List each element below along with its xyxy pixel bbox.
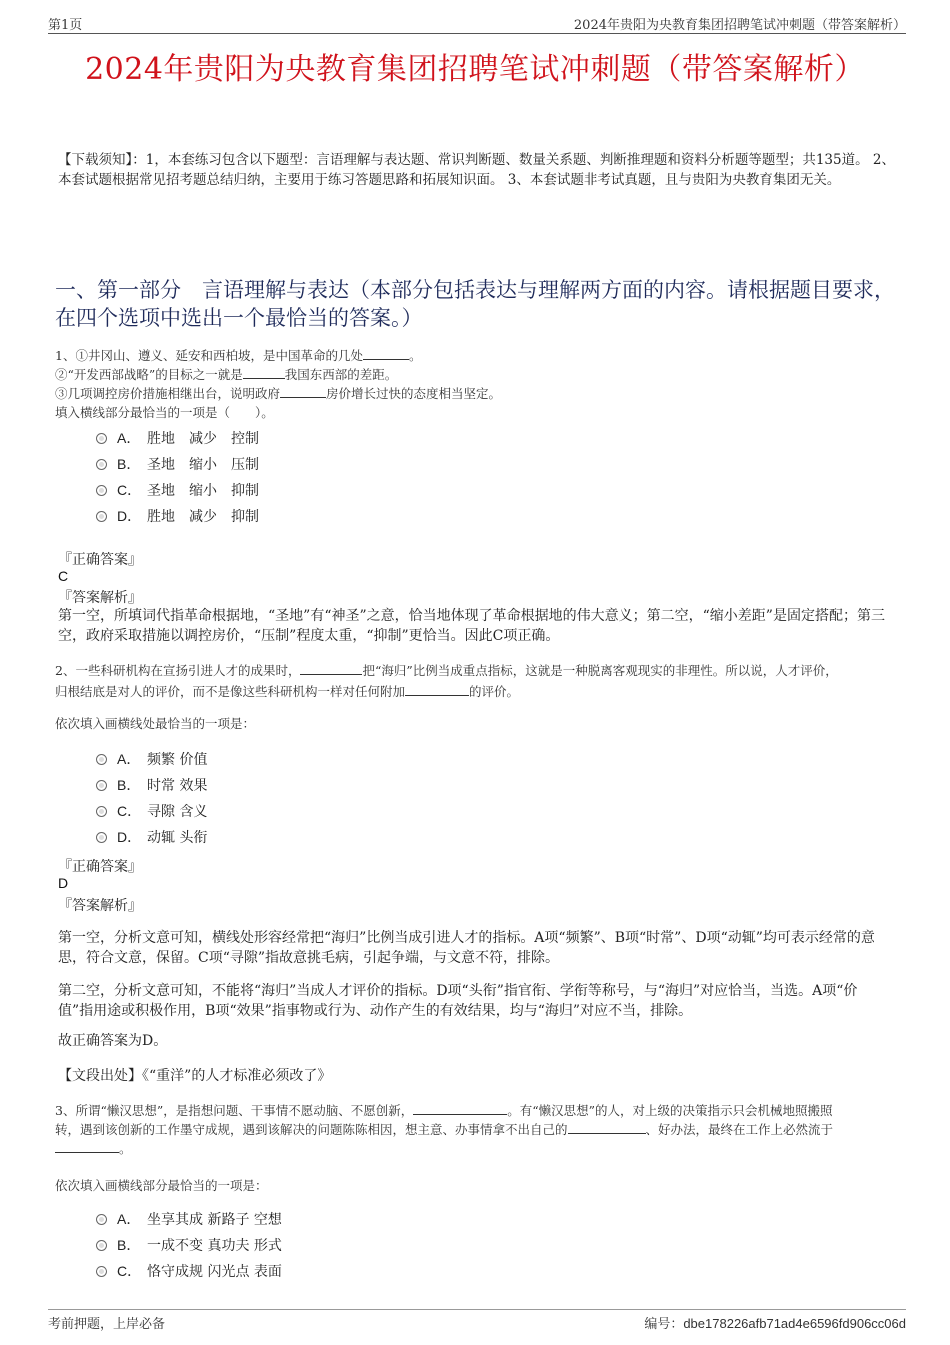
option-text: 胜地 减少 抑制 — [147, 509, 259, 525]
option-letter: C． — [117, 1263, 142, 1279]
q3-line1-end: 。有“懒汉思想”的人，对上级的决策指示只会机械地照搬照 — [507, 1103, 833, 1118]
header-doc-title: 2024年贵阳为央教育集团招聘笔试冲刺题（带答案解析） — [573, 18, 906, 33]
q3-option-a[interactable] — [96, 1208, 282, 1230]
notice-text: ：1，本套练习包含以下题型：言语理解与表达题、常识判断题、数量关系题、判断推理题和资料分析题等题型；共135道。 2、本套试题根据常见招考题总结归纳，主要用于练习答题思路和拓展知识面。 3、本套试题非考试真题，且与贵阳为央教育集团无关。 — [58, 152, 895, 188]
q2-blank-1 — [300, 674, 362, 675]
q1-blank-2 — [243, 378, 285, 379]
q3-line2-end: 、好办法，最终在工作上必然流于 — [645, 1122, 834, 1137]
q1-line1-end: 。 — [408, 348, 422, 363]
download-notice — [58, 150, 900, 190]
footer-divider — [48, 1309, 906, 1310]
q2-answer-label: 『正确答案』 — [58, 859, 142, 875]
option-letter: A． — [117, 1211, 141, 1227]
q1-answer-label: 『正确答案』 — [58, 552, 142, 568]
option-letter: C． — [117, 482, 142, 498]
q1-line2: ②“开发西部战略”的目标之一就是 — [55, 367, 243, 382]
option-letter: D． — [117, 508, 142, 524]
q1-line3: ③几项调控房价措施相继出台，说明政府 — [55, 386, 281, 401]
option-text: 圣地 缩小 压制 — [147, 457, 259, 473]
q2-line2-end: 的评价。 — [469, 684, 520, 699]
q1-line1: 1、①井冈山、遵义、延安和西柏坡，是中国革命的几处 — [55, 348, 363, 363]
option-letter: B． — [117, 777, 141, 793]
footer-code-value: dbe178226afb71ad4e6596fd906cc06d — [683, 1316, 906, 1331]
option-text: 动辄 头衔 — [147, 830, 208, 846]
footer-code-label: 编号： — [644, 1317, 684, 1332]
page-number: 第1页 — [48, 18, 83, 33]
question-3-stem — [55, 1101, 905, 1158]
radio-icon[interactable] — [96, 754, 107, 765]
q1-option-b[interactable] — [96, 453, 259, 475]
q2-blank-2 — [405, 695, 469, 696]
q2-answer: D — [58, 875, 69, 891]
radio-icon[interactable] — [96, 511, 107, 522]
q2-option-d[interactable] — [96, 826, 207, 848]
q1-analysis: 第一空，所填词代指革命根据地，“圣地”有“神圣”之意，恰当地体现了革命根据地的伟大意义；第二空，“缩小差距”是固定搭配；第三空，政府采取措施以调控房价，“压制”程度太重，“抑制”更恰当。因此C项正确。 — [58, 608, 885, 644]
q2-line2: 归根结底是对人的评价，而不是像这些科研机构一样对任何附加 — [55, 684, 406, 699]
q2-analysis-label: 『答案解析』 — [58, 898, 142, 914]
q2-analysis-p2: 第二空，分析文意可知，不能将“海归”当成人才评价的指标。D项“头衔”指官衔、学衔等称号，与“海归”对应恰当，当选。A项“价值”指用途或积极作用，B项“效果”指事物或行为、动作产生的有效结果，均与“海归”对应不当，排除。 — [58, 983, 858, 1019]
radio-icon[interactable] — [96, 1266, 107, 1277]
radio-icon[interactable] — [96, 433, 107, 444]
radio-icon[interactable] — [96, 780, 107, 791]
option-letter: A． — [117, 751, 141, 767]
q3-blank-3 — [55, 1152, 119, 1153]
option-letter: B． — [117, 1237, 141, 1253]
option-letter: B． — [117, 456, 141, 472]
radio-icon[interactable] — [96, 1214, 107, 1225]
q2-option-b[interactable] — [96, 774, 207, 796]
q2-options — [96, 748, 207, 848]
q3-blank-1 — [413, 1114, 507, 1115]
q2-line1-end: 把“海归”比例当成重点指标，这就是一种脱离客观现实的非理性。所以说，人才评价， — [362, 663, 838, 678]
q2-prompt: 依次填入画横线处最恰当的一项是： — [55, 716, 256, 731]
q3-blank-2 — [568, 1133, 646, 1134]
q1-line3-end: 房价增长过快的态度相当坚定。 — [326, 386, 502, 401]
q1-analysis-label: 『答案解析』 — [58, 590, 142, 606]
q3-option-b[interactable] — [96, 1234, 282, 1256]
q1-blank-3 — [280, 397, 326, 398]
option-letter: C． — [117, 803, 142, 819]
option-text: 胜地 减少 控制 — [147, 431, 259, 447]
q3-option-c[interactable] — [96, 1260, 282, 1282]
q1-blank-1 — [363, 359, 409, 360]
question-2-stem — [55, 661, 905, 701]
q1-options — [96, 427, 259, 527]
radio-icon[interactable] — [96, 485, 107, 496]
q2-conclusion: 故正确答案为D。 — [58, 1033, 168, 1049]
q2-source: 【文段出处】《“重洋”的人才标准必须改了》 — [58, 1068, 332, 1084]
question-1-stem — [55, 346, 905, 422]
q3-prompt: 依次填入画横线部分最恰当的一项是： — [55, 1178, 268, 1193]
q2-option-a[interactable] — [96, 748, 207, 770]
page-title: 2024年贵阳为央教育集团招聘笔试冲刺题（带答案解析） — [85, 52, 865, 87]
option-letter: A． — [117, 430, 141, 446]
notice-head: 【下载须知】 — [58, 152, 133, 168]
option-text: 时常 效果 — [147, 778, 208, 794]
q2-option-c[interactable] — [96, 800, 207, 822]
q1-option-d[interactable] — [96, 505, 259, 527]
q3-line3-end: 。 — [119, 1141, 132, 1156]
option-text: 频繁 价值 — [147, 752, 208, 768]
option-text: 坐享其成 新路子 空想 — [147, 1212, 282, 1228]
radio-icon[interactable] — [96, 1240, 107, 1251]
q1-line2-end: 我国东西部的差距。 — [284, 367, 398, 382]
q1-answer: C — [58, 568, 69, 584]
header-divider — [48, 33, 906, 34]
q1-option-a[interactable] — [96, 427, 259, 449]
q3-line2: 转，遇到该创新的工作墨守成规，遇到该解决的问题陈陈相因，想主意、办事情拿不出自己的 — [55, 1122, 568, 1137]
radio-icon[interactable] — [96, 459, 107, 470]
radio-icon[interactable] — [96, 806, 107, 817]
option-text: 恪守成规 闪光点 表面 — [147, 1264, 282, 1280]
option-letter: D． — [117, 829, 142, 845]
section-heading: 一、第一部分 言语理解与表达（本部分包括表达与理解两方面的内容。请根据题目要求，在四个选项中选出一个最恰当的答案。） — [55, 278, 895, 330]
option-text: 寻隙 含义 — [147, 804, 208, 820]
q2-analysis-p1: 第一空，分析文意可知，横线处形容经常把“海归”比例当成引进人才的指标。A项“频繁”、B项“时常”、D项“动辄”均可表示经常的意思，符合文意，保留。C项“寻隙”指故意挑毛病，引起争端，与文意不符，排除。 — [58, 930, 875, 966]
option-text: 圣地 缩小 抑制 — [147, 483, 259, 499]
radio-icon[interactable] — [96, 832, 107, 843]
option-text: 一成不变 真功夫 形式 — [147, 1238, 282, 1254]
q1-option-c[interactable] — [96, 479, 259, 501]
q1-prompt: 填入横线部分最恰当的一项是（ ）。 — [55, 405, 274, 420]
q2-line1: 2、一些科研机构在宣扬引进人才的成果时， — [55, 663, 301, 678]
q3-options — [96, 1208, 282, 1282]
footer-code — [644, 1313, 906, 1332]
footer-slogan: 考前押题，上岸必备 — [48, 1317, 166, 1332]
q3-line1: 3、所谓“懒汉思想”，是指想问题、干事情不愿动脑、不愿创新， — [55, 1103, 414, 1118]
